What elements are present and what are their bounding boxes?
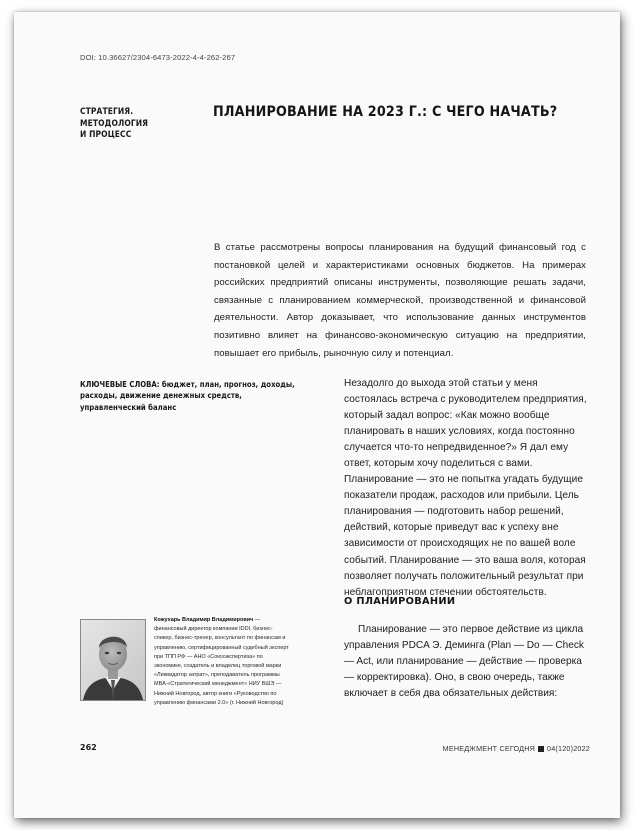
rubric-line: И ПРОЦЕСС (80, 130, 132, 141)
author-name: Кожухарь Владимир Владимирович (154, 617, 254, 623)
rubric (80, 107, 177, 142)
abstract: В статье рассмотрены вопросы планирования на будущий финансовый год с постановкой целей и характеристиками основных бюджетов. На примерах российских предприятий описаны инструменты, позволяющие решать задачи, связанные с планированием коммерческой, производственной и финансовой деятельности. Автор доказывает, что использование данных инструментов позитивно влияет на финансово-экономическую ситуацию на предприятии, повышает его прибыль, рыночную силу и потенциал. (214, 242, 586, 359)
intro-column (344, 376, 590, 601)
intro-paragraph: Незадолго до выхода этой статьи у меня состоялась встреча с руководителем предприятия, который задал вопрос: «Как можно вообще планировать в наших условиях, когда постоянно случается что-то непредвиденное?» Я дал ему ответ, которым хочу поделиться с вами. Планирование — это не попытка угадать будущие показатели продаж, расходов или прибыли. Цель планирования — подготовить набор решений, действий, которые приведут вас к успеху вне зависимости от происходящих не по вашей воле событий. Планирование — это ваша воля, которая позволяет получать положительный результат при неблагоприятном стечении обстоятельств. (344, 378, 587, 598)
rubric-line: СТРАТЕГИЯ. (80, 107, 134, 117)
doi: DOI: 10.36627/2304-6473-2022-4-4-262-267 (80, 53, 236, 62)
section-body (344, 622, 594, 702)
author-bio (154, 616, 290, 708)
journal-page (14, 12, 620, 818)
page-number: 262 (80, 743, 97, 752)
keywords: КЛЮЧЕВЫЕ СЛОВА: бюджет, план, прогноз, доходы, расходы, движение денежных средств, управленческий баланс (80, 380, 295, 412)
square-separator-icon (538, 746, 544, 752)
section-paragraph: Планирование — это первое действие из цикла управления PDCA Э. Деминга (Plan — Do — Check — Act, или планирование — действие — проверка — корректировка). Оно, в свою очередь, также включает в себя два обязательных действия: (344, 624, 584, 700)
author-photo (80, 619, 146, 701)
journal-name: МЕНЕДЖМЕНТ СЕГОДНЯ (442, 744, 536, 753)
journal-footer (443, 744, 590, 753)
article-title: ПЛАНИРОВАНИЕ НА 2023 Г.: С ЧЕГО НАЧАТЬ? (213, 104, 558, 120)
journal-issue: 04(120)2022 (547, 744, 590, 753)
author-portrait-image (81, 620, 145, 700)
author-description: — финансовый директор компании IDDI, бизнес-спикер, бизнес-тренер, консультант по финансам и управлению, сертифицированный судебный эксперт при ТПП РФ — АНО «Союзэкспертиза» по экономике, создатель и владелец торговой марки «Ликвидатор затрат», преподаватель программы MBA «Стратегический менеджмент» НИУ ВШЭ — Нижний Новгород, автор книги «Руководство по управлению финансами 2.0» (г. Нижний Новгород) (154, 617, 289, 706)
section-heading: О ПЛАНИРОВАНИИ (344, 596, 456, 607)
rubric-line: МЕТОДОЛОГИЯ (80, 118, 149, 129)
